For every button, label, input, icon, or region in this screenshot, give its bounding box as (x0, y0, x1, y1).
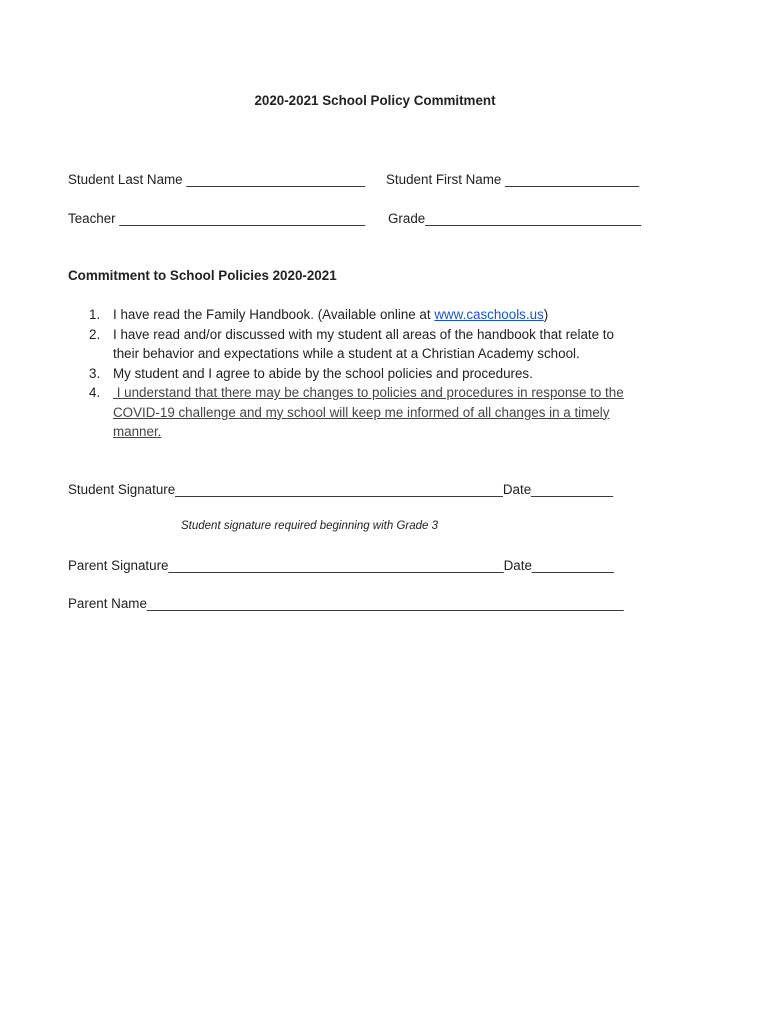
list-item-text: I have read the Family Handbook. (Available online at (113, 307, 435, 322)
student-signature-note: Student signature required beginning with Grade 3 (181, 520, 439, 532)
list-item-text-line: manner. (113, 424, 162, 439)
student-signature-field[interactable]: Student Signature____________________________________________Date___________ (68, 482, 614, 497)
student-last-name-field[interactable]: Student Last Name ________________________ (68, 172, 366, 187)
list-item (68, 383, 658, 442)
list-item-text: My student and I agree to abide by the school policies and procedures. (113, 365, 533, 381)
handbook-link[interactable]: www.caschools.us (434, 307, 544, 322)
commitment-heading: Commitment to School Policies 2020-2021 (68, 268, 337, 283)
list-item-text-line: COVID-19 challenge and my school will keep me informed of all changes in a timely (113, 404, 610, 420)
grade-field[interactable]: Grade_____________________________ (388, 211, 642, 226)
list-item-text-end: ) (543, 307, 549, 322)
list-item-text-line: their behavior and expectations while a student at a Christian Academy school. (113, 346, 580, 361)
list-item (68, 305, 658, 325)
list-number: 4. (89, 385, 101, 400)
parent-signature-field[interactable]: Parent Signature_____________________________________________Date___________ (68, 558, 614, 573)
student-first-name-field[interactable]: Student First Name __________________ (386, 172, 640, 187)
list-item (68, 364, 658, 384)
parent-name-field[interactable]: Parent Name________________________________________________________________ (68, 596, 624, 611)
list-item (68, 325, 658, 364)
list-item-text-line: I have read and/or discussed with my student all areas of the handbook that relate to (113, 326, 614, 342)
commitment-list (68, 305, 658, 442)
list-number: 3. (89, 365, 101, 381)
page-title: 2020-2021 School Policy Commitment (254, 93, 496, 108)
list-number: 1. (89, 307, 101, 322)
list-number: 2. (89, 326, 101, 342)
list-item-text-line: I understand that there may be changes to policies and procedures in response to the (113, 385, 624, 400)
teacher-field[interactable]: Teacher _________________________________ (68, 211, 366, 226)
